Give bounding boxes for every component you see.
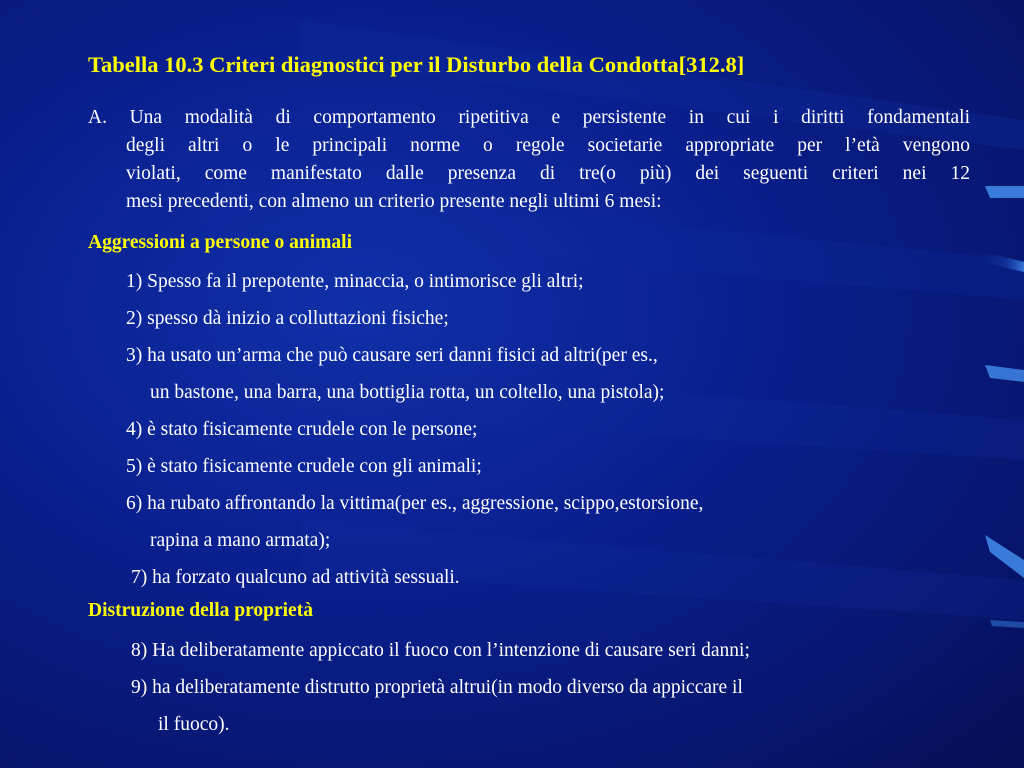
criterion-item: 9) ha deliberatamente distrutto proprietà altrui(in modo diverso da appiccare il — [131, 677, 743, 698]
section-heading-aggression: Aggressioni a persone o animali — [88, 232, 352, 253]
criterion-a-line: A. Una modalità di comportamento ripetitiva e persistente in cui i diritti fondamentali — [88, 107, 970, 128]
criterion-a-line: mesi precedenti, con almeno un criterio presente negli ultimi 6 mesi: — [126, 191, 662, 212]
section-heading-property: Distruzione della proprietà — [88, 600, 313, 621]
criterion-a-line: degli altri o le principali norme o regole societarie appropriate per l’età vengono — [126, 135, 970, 156]
criterion-item: 3) ha usato un’arma che può causare seri danni fisici ad altri(per es., — [126, 345, 658, 366]
criterion-item: 7) ha forzato qualcuno ad attività sessuali. — [131, 567, 460, 588]
criterion-a-paragraph — [88, 104, 970, 216]
criterion-item-continuation: un bastone, una barra, una bottiglia rotta, un coltello, una pistola); — [150, 382, 665, 403]
criterion-item: 2) spesso dà inizio a colluttazioni fisiche; — [126, 308, 449, 329]
criterion-item: 5) è stato fisicamente crudele con gli animali; — [126, 456, 482, 477]
criterion-item: 1) Spesso fa il prepotente, minaccia, o intimorisce gli altri; — [126, 271, 584, 292]
slide-title: Tabella 10.3 Criteri diagnostici per il Disturbo della Condotta[312.8] — [88, 52, 745, 77]
criterion-item: 6) ha rubato affrontando la vittima(per es., aggressione, scippo,estorsione, — [126, 493, 704, 514]
criterion-item-continuation: rapina a mano armata); — [150, 530, 331, 551]
criterion-item: 4) è stato fisicamente crudele con le persone; — [126, 419, 478, 440]
criterion-item: 8) Ha deliberatamente appiccato il fuoco con l’intenzione di causare seri danni; — [131, 640, 750, 661]
criterion-item-continuation: il fuoco). — [158, 714, 230, 735]
criterion-a-line: violati, come manifestato dalle presenza di tre(o più) dei seguenti criteri nei 12 — [126, 163, 970, 184]
